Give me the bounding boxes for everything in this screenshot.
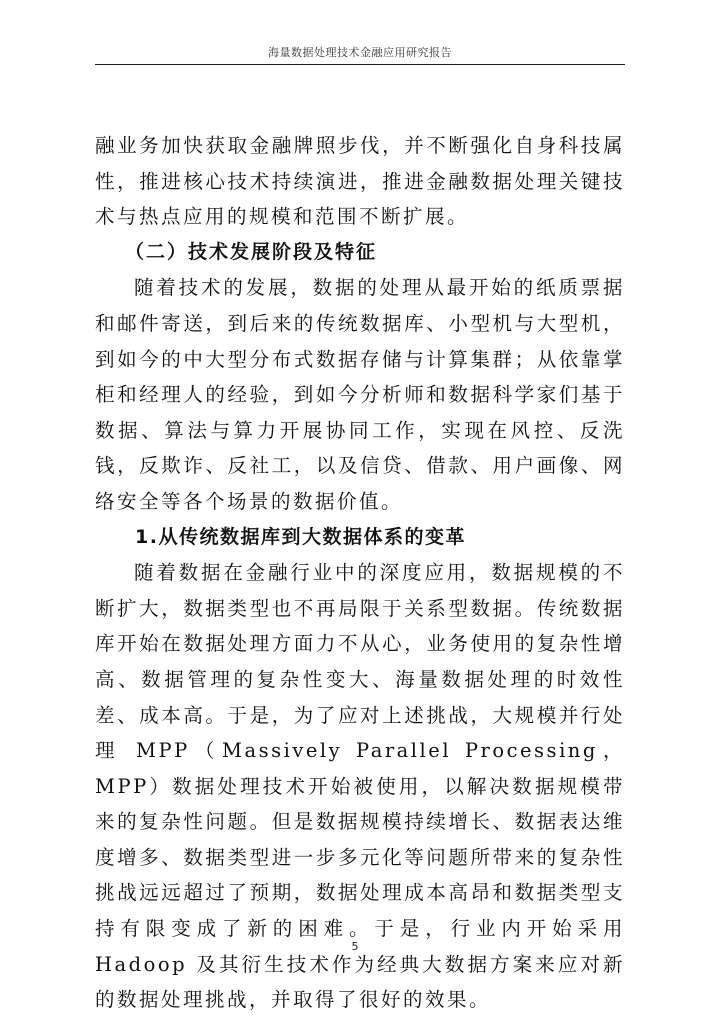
subsection-heading: 1.从传统数据库到大数据体系的变革 <box>135 525 466 548</box>
section-heading: （二）技术发展阶段及特征 <box>125 240 378 263</box>
stages-paragraph: 随着技术的发展，数据的处理从最开始的纸质票据和邮件寄送，到后来的传统数据库、小型机与大型机，到如今的中大型分布式数据存储与计算集群；从依靠掌柜和经理人的经验，到如今分析师和数据科学家们基于数据、算法与算力开展协同工作，实现在风控、反洗钱，反欺诈、反社工，以及信贷、借款、用户画像、网络安全等各个场景的数据价值。 <box>95 276 625 513</box>
page-body <box>95 128 625 1018</box>
page-number: 5 <box>351 940 359 953</box>
evolution-paragraph: 随着数据在金融行业中的深度应用，数据规模的不断扩大，数据类型也不再局限于关系型数据。传统数据库开始在数据处理方面力不从心，业务使用的复杂性增高、数据管理的复杂性变大、海量数据处理的时效性差、成本高。于是，为了应对上述挑战，大规模并行处理 MPP（Massively Parallel Processing，MPP）数据处理技术开始被使用，以解决数据规模带来的复杂性问题。但是数据规模持续增长、数据表达维度增多、数据类型进一步多元化等问题所带来的复杂性挑战远远超过了预期，数据处理成本高昂和数据类型支持有限变成了新的困难。于是，行业内开始采用 Hadoop 及其衍生技术作为经典大数据方案来应对新的数据处理挑战，并取得了很好的效果。 <box>95 561 625 1012</box>
continued-paragraph: 融业务加快获取金融牌照步伐，并不断强化自身科技属性，推进核心技术持续演进，推进金融数据处理关键技术与热点应用的规模和范围不断扩展。 <box>95 134 625 229</box>
header-rule <box>95 64 625 65</box>
running-header: 海量数据处理技术金融应用研究报告 <box>268 46 452 59</box>
